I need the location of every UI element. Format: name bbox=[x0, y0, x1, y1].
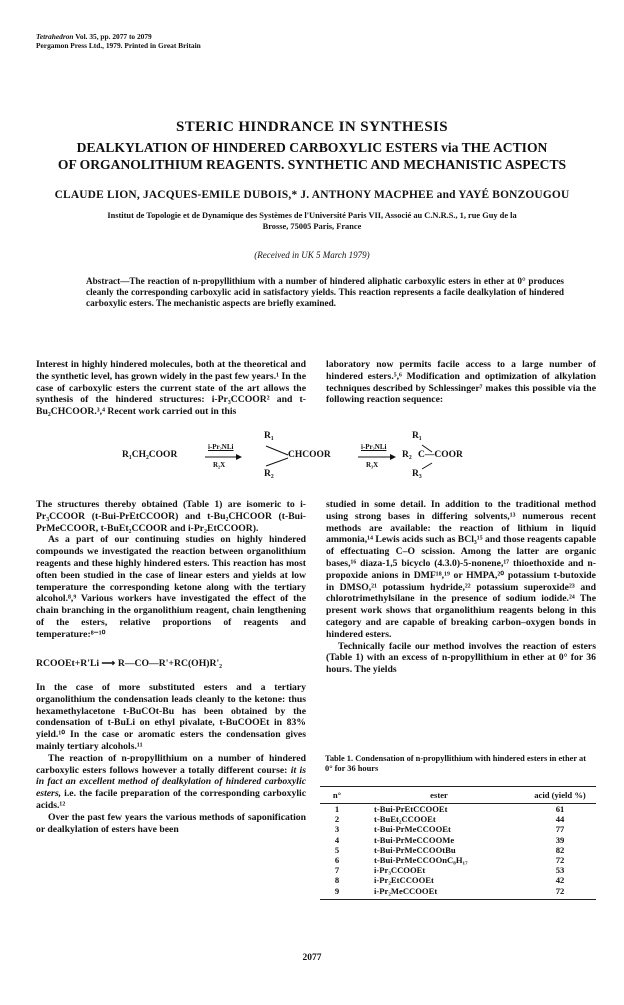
cell-yield: 61 bbox=[555, 804, 565, 814]
title-line-2: DEALKYLATION OF HINDERED CARBOXYLIC ESTERS via THE ACTION bbox=[76, 140, 548, 155]
page-number: 2077 bbox=[302, 953, 322, 963]
paragraph bbox=[36, 753, 306, 812]
table-row bbox=[320, 886, 596, 900]
scheme-start: R₁CH₂COOR bbox=[122, 450, 178, 460]
publisher-line: Pergamon Press Ltd., 1979. Printed in Great Britain bbox=[36, 41, 201, 50]
affiliation bbox=[34, 210, 590, 232]
affiliation-line-1: Institut de Topologie et de Dynamique des Systèmes de l'Université Paris VII, Associé au C.N.R.S., 1, rue Guy de la bbox=[107, 211, 517, 220]
emphasized-text: it is in fact an excellent method of dealkylation of hindered carboxylic esters, bbox=[36, 764, 306, 800]
cell-ester: t-BuEt₂CCOOEt bbox=[374, 814, 436, 825]
paragraph: The structures thereby obtained (Table 1) are isomeric to i-Pr₃CCOOR (t-Bui-PrEtCCOOR) and t-Bu₂CHCOOR (t-Bui-PrMeCCOOR, t-BuEt₂CCOOR and i-Pr₂EtCCOOR). bbox=[36, 499, 306, 534]
scheme-mid-core: CHCOOR bbox=[288, 450, 331, 460]
cell-ester: t-Bui-PrMeCCOOtBu bbox=[374, 844, 456, 855]
scheme-reagent-1: i-Pr₂NLi bbox=[208, 443, 234, 451]
cell-ester: i-Pr₂EtCCOOEt bbox=[374, 875, 434, 886]
paragraph: Over the past few years the various methods of saponification or dealkylation of esters have been bbox=[36, 811, 306, 835]
right-column-main bbox=[326, 499, 596, 676]
paragraph: In the case of more substituted esters and a tertiary organolithium the condensation leads cleanly to the ketone: thus hexamethylacetone t-BuCOt-Bu has been obtained by the condensation of t-BuLi on ethyl pivalate, t-BuCOOEt in 83% yield.¹⁰ In the case or aromatic esters the condensation gives mainly tertiary alcohols.¹¹ bbox=[36, 682, 306, 752]
table-row bbox=[320, 835, 596, 845]
cell-number: 2 bbox=[334, 814, 340, 825]
cell-number: 3 bbox=[334, 824, 340, 835]
bond-line bbox=[266, 458, 288, 466]
scheme-mid-r1: R₁ bbox=[264, 431, 274, 441]
table-caption bbox=[325, 754, 595, 774]
abstract bbox=[86, 276, 564, 310]
cell-ester: i-Pr₂MeCCOOEt bbox=[354, 886, 524, 900]
title-line-1: STERIC HINDRANCE IN SYNTHESIS bbox=[175, 119, 449, 135]
table-row bbox=[320, 824, 596, 834]
cell-ester: t-Bui-PrEtCCOOEt bbox=[374, 804, 448, 814]
arrow-head bbox=[236, 454, 242, 460]
cell-yield: 72 bbox=[524, 886, 596, 900]
paragraph: As a part of our continuing studies on highly hindered compounds we investigated the reaction between organolithium reagents and these highly hindered esters. This reaction has most often been studied in the case of linear esters and yields at low temperature the corresponding ketone along with the tertiary alcohol.⁸,⁹ Various workers have investigated the effect of the chain branching in the organolithium reagent, chain lengthening of the esters, relative proportions of reagents and temperature:⁸⁻¹⁰ bbox=[36, 534, 306, 640]
cell-yield: 72 bbox=[555, 855, 565, 866]
cell-ester: i-Pr₃CCOOEt bbox=[374, 865, 426, 876]
cell-number: 8 bbox=[334, 875, 340, 886]
abstract-text: —The reaction of n-propyllithium with a number of hindered aliphatic carboxylic esters in ether at 0° produces cleanly the corresponding carboxylic acid in satisfactory yields. This reaction represents a facile dealkylation of hindered carboxylic esters. The mechanistic aspects are briefly examined. bbox=[86, 276, 564, 309]
table-row bbox=[320, 804, 596, 815]
scheme-alkyl-2: R₃X bbox=[366, 461, 379, 469]
journal-header bbox=[36, 32, 201, 50]
cell-ester: t-Bui-PrMeCCOOMe bbox=[374, 834, 455, 845]
journal-citation: Vol. 35, pp. 2077 to 2079 bbox=[75, 32, 152, 41]
scheme-end-r2: R₂ bbox=[402, 450, 412, 460]
author-list: CLAUDE LION, JACQUES-EMILE DUBOIS,* J. ANTHONY MACPHEE and YAYÉ BONZOUGOU bbox=[54, 189, 570, 201]
table-row bbox=[320, 865, 596, 875]
column-header-ester: ester bbox=[354, 787, 524, 804]
affiliation-line-2: Brosse, 75005 Paris, France bbox=[262, 222, 362, 231]
title-line-3: OF ORGANOLITHIUM REAGENTS. SYNTHETIC AND MECHANISTIC ASPECTS bbox=[57, 157, 567, 172]
scheme-reagent-2: i-Pr₂NLi bbox=[361, 443, 387, 451]
cell-ester: t-Bui-PrMeCCOOEt bbox=[374, 824, 451, 835]
left-column-intro bbox=[36, 359, 306, 418]
journal-name: Tetrahedron bbox=[36, 32, 74, 41]
cell-number: 7 bbox=[334, 865, 340, 876]
right-column-intro bbox=[326, 359, 596, 406]
scheme-end-r1: R₁ bbox=[412, 431, 422, 441]
table-caption-text: Condensation of n-propyllithium with hindered esters in ether at 0° for 36 hours bbox=[325, 754, 586, 774]
abstract-label: Abstract bbox=[86, 276, 121, 286]
scheme-alkyl-1: R₂X bbox=[213, 461, 226, 469]
cell-yield: 77 bbox=[555, 824, 565, 835]
cell-yield: 42 bbox=[555, 875, 565, 886]
arrow-head bbox=[390, 454, 396, 460]
scheme-end-r3: R₃ bbox=[412, 469, 422, 479]
cell-yield: 53 bbox=[555, 865, 565, 876]
table-row bbox=[320, 814, 596, 824]
table-header-row bbox=[320, 787, 596, 804]
paragraph: Interest in highly hindered molecules, both at the theoretical and the synthetic level, has grown widely in the past few years.¹ In the case of carboxylic esters the current state of the art allows the synthesis of the hindered structures: i-Pr₃CCOOR² and t-Bu₂CHCOOR.³,⁴ Recent work carried out in this bbox=[36, 359, 306, 418]
received-date: (Received in UK 5 March 1979) bbox=[254, 250, 370, 260]
column-header-number: n° bbox=[320, 787, 354, 804]
cell-number: 9 bbox=[320, 886, 354, 900]
reaction-equation: RCOOEt+R'Li ⟶ R—CO—R'+RC(OH)R'₂ bbox=[36, 658, 223, 669]
cell-yield: 39 bbox=[555, 834, 565, 845]
cell-yield: 82 bbox=[555, 844, 565, 855]
cell-ester: t-Bui-PrMeCCOOnC₈H₁₇ bbox=[374, 855, 468, 866]
left-column-lower bbox=[36, 682, 306, 835]
paragraph-text: The reaction of n-propyllithium on a number of hindered carboxylic esters follows however a totally different course: bbox=[36, 752, 306, 776]
cell-number: 5 bbox=[334, 844, 340, 855]
column-header-yield: acid (yield %) bbox=[524, 787, 596, 804]
paragraph: laboratory now permits facile access to a large number of hindered esters.⁵,⁶ Modification and optimization of alkylation techniques described by Schlessinger⁷ makes this possible via the following reaction sequence: bbox=[326, 359, 596, 406]
reaction-scheme bbox=[30, 425, 594, 487]
paragraph: studied in some detail. In addition to the traditional method using strong bases in differing solvents,¹³ numerous recent methods are available: the reaction of lithium in liquid ammonia,¹⁴ Lewis acids such as BCl₃¹⁵ and those reagents capable of effectuating C–O scission. Among the latter are organic bases,¹⁶ diaza-1,5 bicyclo (4.3.0)-5-nonene,¹⁷ thioethoxide and n-propoxide anions in DMF¹⁸,¹⁹ or HMPA,²⁰ potassium t-butoxide in DMSO,²¹ potassium hydride,²² potassium superoxide²³ and chlorotrimethylsilane in the presence of sodium iodide.²⁴ The present work shows that organolithium reagents belong in this category and are capable of breaking carbon–oxygen bonds in hindered esters. bbox=[326, 499, 597, 640]
bond-line bbox=[422, 463, 432, 469]
table-row bbox=[320, 845, 596, 855]
bond-line bbox=[266, 446, 288, 455]
yield-table bbox=[320, 786, 596, 900]
left-column-main bbox=[36, 499, 306, 641]
cell-number: 6 bbox=[334, 855, 340, 866]
cell-number: 4 bbox=[334, 834, 340, 845]
cell-yield: 44 bbox=[555, 814, 565, 825]
paragraph: Technically facile our method involves the reaction of esters (Table 1) with an excess of n-propyllithium in ether at 0° for 36 hours. The yields bbox=[326, 640, 596, 676]
yield-table-grid bbox=[320, 786, 596, 900]
table-caption-label: Table 1. bbox=[325, 754, 354, 763]
paragraph-text: i.e. the facile preparation of the corresponding carboxylic acids.¹² bbox=[36, 788, 306, 811]
cell-number: 1 bbox=[334, 804, 340, 814]
table-row bbox=[320, 855, 596, 865]
scheme-end-core: C—COOR bbox=[418, 450, 463, 460]
scheme-mid-r2: R₂ bbox=[264, 469, 274, 479]
table-row bbox=[320, 875, 596, 885]
